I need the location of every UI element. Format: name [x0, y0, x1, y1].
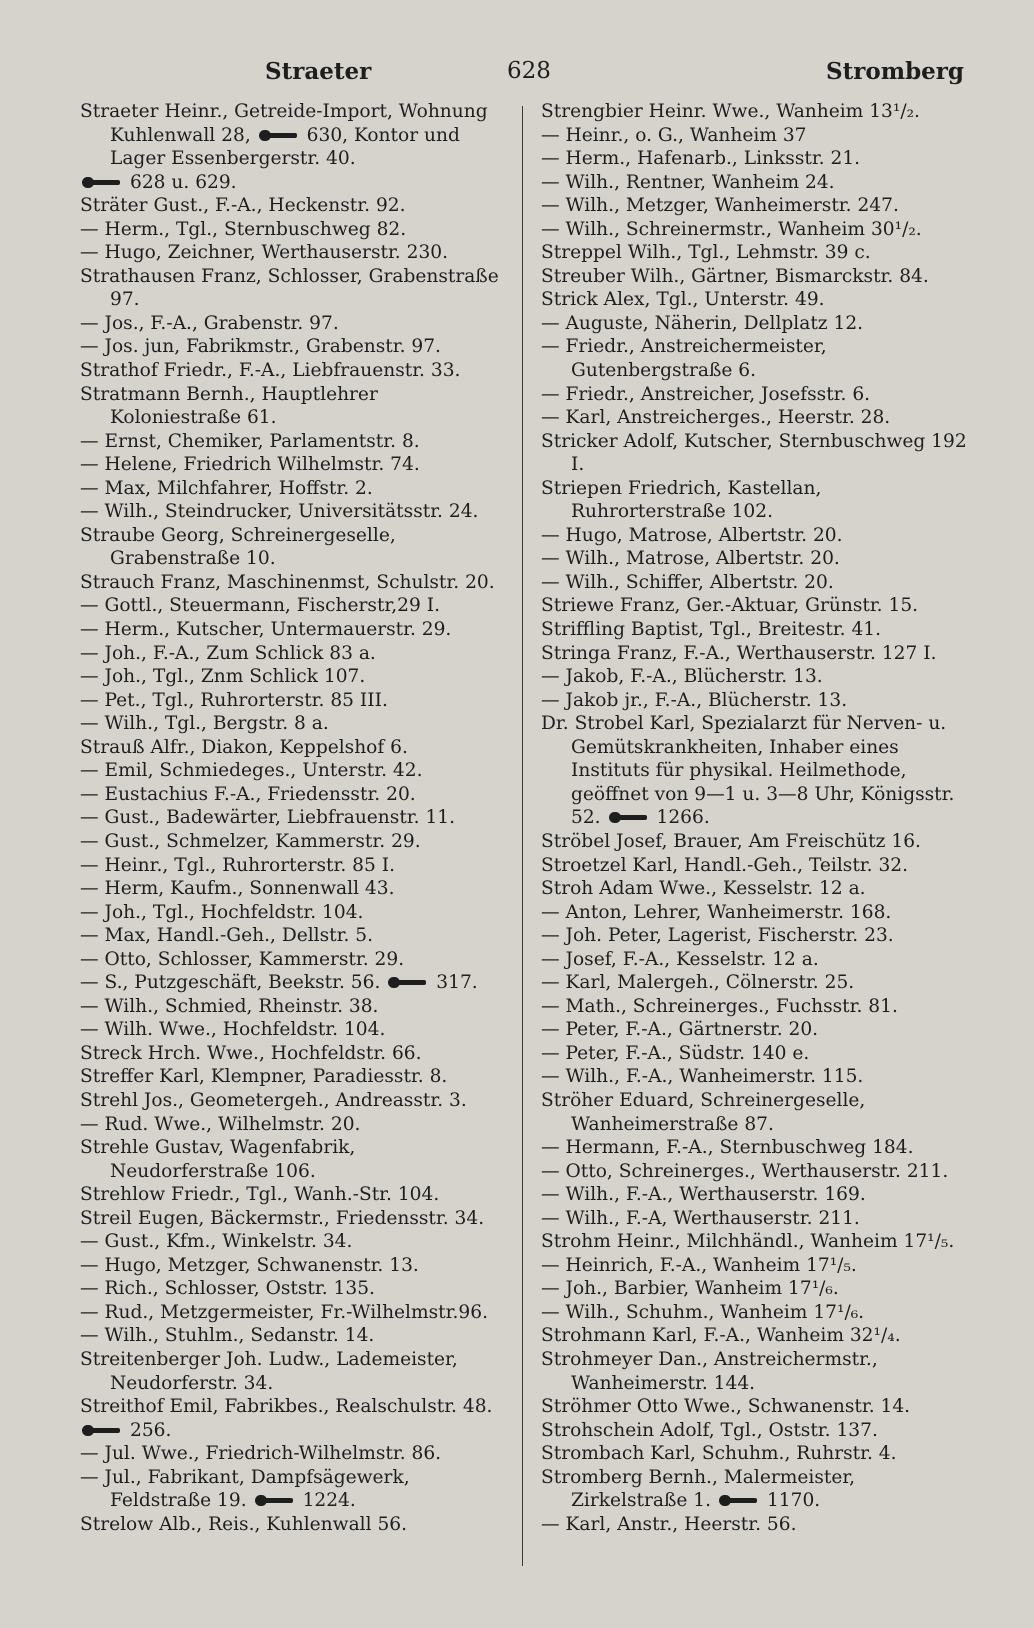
directory-entry: — Otto, Schlosser, Kammerstr. 29. [80, 948, 405, 970]
directory-entry: — Jakob, F.-A., Blücherstr. 13. [541, 666, 823, 688]
entry-text: Dr. Strobel Karl, Spezialarzt für Nerven- u. Gemütskrankheiten, Inhaber eines Instituts für physikal. Heilmethode, geöffnet von 9—1 u. 3—8 Uhr, Königsstr. 52. [541, 713, 955, 829]
directory-entry: — Friedr., Anstreicher, Josefsstr. 6. [541, 383, 871, 405]
directory-entry: — Wilh., Tgl., Bergstr. 8 a. [80, 713, 329, 735]
phone-number: 628 u. 629. [130, 171, 237, 193]
directory-entry: — Heinrich, F.-A., Wanheim 17¹/₅. [541, 1254, 857, 1276]
directory-entry: — Max, Milchfahrer, Hoffstr. 2. [80, 477, 373, 499]
directory-entry: — Jakob jr., F.-A., Blücherstr. 13. [541, 689, 848, 711]
telephone-icon [388, 976, 430, 989]
directory-entry: — Ernst, Chemiker, Parlamentstr. 8. [80, 430, 420, 452]
directory-entry: Stratmann Bernh., Hauptlehrer Koloniestraße 61. [80, 383, 378, 429]
directory-entry: — Heinr., Tgl., Ruhrorterstr. 85 I. [80, 854, 395, 876]
phone-number: 1224. [302, 1490, 356, 1512]
directory-entry: Stroetzel Karl, Handl.-Geh., Teilstr. 32. [541, 854, 909, 876]
directory-entry: Ströbel Josef, Brauer, Am Freischütz 16. [541, 830, 921, 852]
directory-entry: Strohmeyer Dan., Anstreichermstr., Wanheimerstr. 144. [541, 1348, 878, 1394]
directory-entry: — Rud., Metzgermeister, Fr.-Wilhelmstr.96. [80, 1301, 488, 1323]
telephone-icon [255, 1494, 297, 1507]
directory-entry: — Joh., F.-A., Zum Schlick 83 a. [80, 642, 376, 664]
directory-entry: — Emil, Schmiedeges., Unterstr. 42. [80, 760, 423, 782]
directory-entry: — Gust., Kfm., Winkelstr. 34. [80, 1231, 353, 1253]
directory-entry: — Rich., Schlosser, Oststr. 135. [80, 1278, 375, 1300]
directory-entry: — Helene, Friedrich Wilhelmstr. 74. [80, 454, 420, 476]
directory-entry: — Friedr., Anstreichermeister, Gutenbergstraße 6. [541, 336, 827, 382]
directory-entry: — Math., Schreinerges., Fuchsstr. 81. [541, 995, 898, 1017]
entry-text: — S., Putzgeschäft, Beekstr. 56. [80, 972, 381, 994]
directory-entry [80, 1466, 505, 1513]
phone-number: 317. [436, 972, 478, 994]
directory-entry: — Wilh., Schiffer, Albertstr. 20. [541, 571, 834, 593]
directory-entry: — Otto, Schreinerges., Werthauserstr. 211. [541, 1160, 949, 1182]
directory-entry: Streitenberger Joh. Ludw., Lademeister, Neudorferstr. 34. [80, 1348, 458, 1394]
directory-entry: — Hugo, Metzger, Schwanenstr. 13. [80, 1254, 419, 1276]
directory-entry: — Josef, F.-A., Kesselstr. 12 a. [541, 948, 819, 970]
directory-entry: Stringa Franz, F.-A., Werthauserstr. 127 I. [541, 642, 937, 664]
directory-entry [80, 171, 505, 195]
directory-entry: — Wilh. Wwe., Hochfeldstr. 104. [80, 1019, 386, 1041]
directory-entry: — Max, Handl.-Geh., Dellstr. 5. [80, 925, 374, 947]
directory-entry: — Wilh., Stuhlm., Sedanstr. 14. [80, 1325, 375, 1347]
directory-entry [80, 100, 505, 171]
directory-entry: Stricker Adolf, Kutscher, Sternbuschweg 192 I. [541, 430, 967, 476]
directory-entry [541, 1466, 971, 1513]
directory-entry: — Herm., Kutscher, Untermauerstr. 29. [80, 619, 452, 641]
directory-entry: — Herm., Hafenarb., Linksstr. 21. [541, 148, 861, 170]
directory-entry: — Anton, Lehrer, Wanheimerstr. 168. [541, 901, 892, 923]
telephone-icon [609, 811, 651, 824]
directory-entry: Strehl Jos., Geometergeh., Andreasstr. 3. [80, 1089, 467, 1111]
directory-entry: — Wilh., F.-A., Werthauserstr. 169. [541, 1184, 866, 1206]
directory-entry: — Gust., Schmelzer, Kammerstr. 29. [80, 830, 421, 852]
directory-entry: — Wilh., Matrose, Albertstr. 20. [541, 548, 840, 570]
directory-entry: Strohschein Adolf, Tgl., Oststr. 137. [541, 1419, 878, 1441]
directory-entry: Ströher Eduard, Schreinergeselle, Wanheimerstraße 87. [541, 1089, 866, 1135]
phone-number: 1170. [766, 1490, 821, 1512]
directory-entry: Streck Hrch. Wwe., Hochfeldstr. 66. [80, 1042, 422, 1064]
left-column [80, 100, 505, 1536]
directory-entry: — Wilh., Rentner, Wanheim 24. [541, 171, 835, 193]
directory-entry: Striffling Baptist, Tgl., Breitestr. 41. [541, 619, 882, 641]
entry-text: — Jul., Fabrikant, Dampfsägewerk, Feldstraße 19. [80, 1466, 410, 1512]
directory-entry: — Wilh., Steindrucker, Universitätsstr. 24. [80, 501, 479, 523]
directory-entry: — Karl, Anstr., Heerstr. 56. [541, 1513, 797, 1535]
directory-entry: — Herm, Kaufm., Sonnenwall 43. [80, 878, 395, 900]
header-left-keyword: Straeter [265, 58, 372, 85]
directory-entry: — Jos. jun, Fabrikmstr., Grabenstr. 97. [80, 336, 441, 358]
directory-entry: — Wilh., F.-A, Werthauserstr. 211. [541, 1207, 860, 1229]
directory-entry [541, 712, 971, 830]
page-number: 628 [507, 58, 551, 84]
phone-number: 630, Kontor und Lager Essenbergerstr. 40. [110, 124, 460, 170]
directory-entry: — Rud. Wwe., Wilhelmstr. 20. [80, 1113, 361, 1135]
directory-entry [80, 1419, 505, 1443]
directory-entry: Streppel Wilh., Tgl., Lehmstr. 39 c. [541, 242, 871, 264]
directory-entry: — Joh., Tgl., Znm Schlick 107. [80, 666, 366, 688]
page-header [70, 58, 964, 98]
directory-entry: — Herm., Tgl., Sternbuschweg 82. [80, 218, 407, 240]
telephone-icon [82, 1424, 124, 1437]
directory-entry: Streil Eugen, Bäckermstr., Friedensstr. 34. [80, 1207, 485, 1229]
directory-entry: Streithof Emil, Fabrikbes., Realschulstr. 48. [80, 1396, 493, 1418]
directory-entry: — Gust., Badewärter, Liebfrauenstr. 11. [80, 807, 456, 829]
directory-entry: Strehle Gustav, Wagenfabrik, Neudorferstraße 106. [80, 1137, 356, 1182]
directory-entry: — Wilh., F.-A., Wanheimerstr. 115. [541, 1066, 864, 1088]
telephone-icon [82, 176, 124, 189]
directory-entry: — Gottl., Steuermann, Fischerstr,29 I. [80, 595, 441, 617]
directory-entry: Streuber Wilh., Gärtner, Bismarckstr. 84. [541, 265, 929, 287]
directory-entry: Strohm Heinr., Milchhändl., Wanheim 17¹/₅. [541, 1231, 955, 1253]
header-right-keyword: Stromberg [826, 58, 964, 85]
directory-entry: Strengbier Heinr. Wwe., Wanheim 13¹/₂. [541, 101, 920, 122]
directory-entry: — Joh., Barbier, Wanheim 17¹/₆. [541, 1278, 839, 1300]
telephone-icon [719, 1494, 761, 1507]
directory-entry: Streffer Karl, Klempner, Paradiesstr. 8. [80, 1066, 448, 1088]
phone-number: 1266. [656, 807, 710, 829]
directory-entry: — Auguste, Näherin, Dellplatz 12. [541, 312, 864, 334]
directory-entry: — Jul. Wwe., Friedrich-Wilhelmstr. 86. [80, 1443, 442, 1465]
directory-entry: — Karl, Anstreicherges., Heerstr. 28. [541, 407, 891, 429]
directory-entry: Straube Georg, Schreinergeselle, Grabenstraße 10. [80, 524, 396, 570]
directory-entry: Sträter Gust., F.-A., Heckenstr. 92. [80, 195, 406, 217]
directory-entry: — Wilh., Schreinermstr., Wanheim 30¹/₂. [541, 218, 922, 240]
directory-entry: Strauch Franz, Maschinenmst, Schulstr. 20. [80, 571, 495, 593]
directory-entry: Strauß Alfr., Diakon, Keppelshof 6. [80, 736, 408, 758]
directory-entry: — Peter, F.-A., Südstr. 140 e. [541, 1042, 810, 1064]
phone-number: 256. [130, 1419, 172, 1441]
directory-entry: Striewe Franz, Ger.-Aktuar, Grünstr. 15. [541, 595, 919, 617]
directory-entry: Striepen Friedrich, Kastellan, Ruhrorterstraße 102. [541, 477, 822, 523]
directory-entry: — Joh. Peter, Lagerist, Fischerstr. 23. [541, 925, 894, 947]
directory-entry: — Hugo, Matrose, Albertstr. 20. [541, 524, 843, 546]
directory-entry [80, 971, 505, 995]
directory-entry: — Peter, F.-A., Gärtnerstr. 20. [541, 1019, 819, 1041]
directory-entry: Strombach Karl, Schuhm., Ruhrstr. 4. [541, 1443, 897, 1465]
directory-entry: Stroh Adam Wwe., Kesselstr. 12 a. [541, 878, 866, 900]
directory-entry: Strathausen Franz, Schlosser, Grabenstraße 97. [80, 265, 499, 311]
directory-entry: Strelow Alb., Reis., Kuhlenwall 56. [80, 1513, 408, 1535]
directory-entry: — Jos., F.-A., Grabenstr. 97. [80, 312, 339, 334]
directory-entry: Strehlow Friedr., Tgl., Wanh.-Str. 104. [80, 1184, 440, 1206]
directory-entry: — Hermann, F.-A., Sternbuschweg 184. [541, 1137, 914, 1159]
directory-entry: — Pet., Tgl., Ruhrorterstr. 85 III. [80, 689, 388, 711]
directory-entry: — Wilh., Schmied, Rheinstr. 38. [80, 995, 379, 1017]
column-divider [522, 106, 523, 1566]
directory-entry: Strick Alex, Tgl., Unterstr. 49. [541, 289, 825, 311]
entry-text: Stromberg Bernh., Malermeister, Zirkelstraße 1. [541, 1466, 856, 1512]
directory-entry: — Wilh., Schuhm., Wanheim 17¹/₆. [541, 1301, 865, 1323]
telephone-icon [259, 129, 301, 142]
directory-entry: — Eustachius F.-A., Friedensstr. 20. [80, 783, 416, 805]
directory-entry: — Joh., Tgl., Hochfeldstr. 104. [80, 901, 364, 923]
directory-entry: Strathof Friedr., F.-A., Liebfrauenstr. 33. [80, 360, 461, 382]
directory-entry: — Karl, Malergeh., Cölnerstr. 25. [541, 972, 855, 994]
directory-entry: — Heinr., o. G., Wanheim 37 [541, 124, 807, 146]
directory-entry: Strohmann Karl, F.-A., Wanheim 32¹/₄. [541, 1325, 901, 1347]
directory-entry: Ströhmer Otto Wwe., Schwanenstr. 14. [541, 1396, 911, 1418]
directory-entry: — Hugo, Zeichner, Werthauserstr. 230. [80, 242, 449, 264]
directory-entry: — Wilh., Metzger, Wanheimerstr. 247. [541, 195, 899, 217]
right-column [541, 100, 971, 1536]
entry-text: Straeter Heinr., Getreide-Import, Wohnung Kuhlenwall 28, [80, 101, 488, 146]
